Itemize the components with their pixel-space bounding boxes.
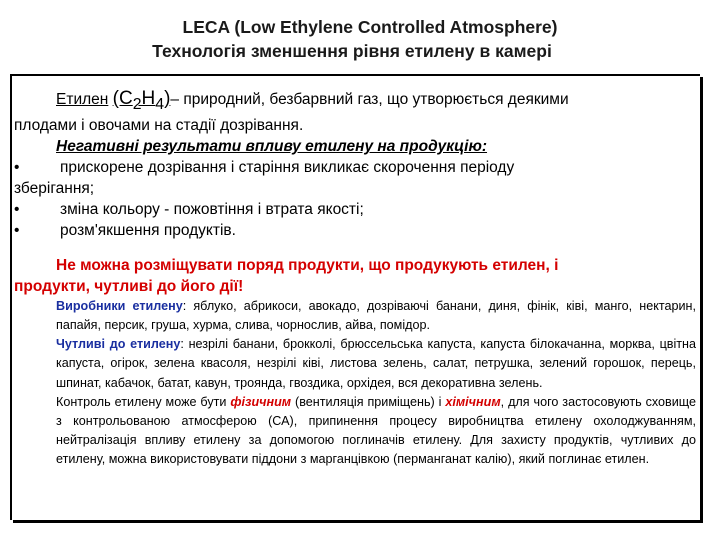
negative-item-2-text: зміна кольору - пожовтіння і втрата якості; <box>60 200 364 218</box>
content-box <box>10 74 700 520</box>
intro-line-2: плодами і овочами на стадії дозрівання. <box>14 116 304 134</box>
control-text-3: , для чого застосовують сховище з контрольованою атмосферою (СА), припинення процесу виробництва етилену охолоджуванням, нейтралізація впливу етилену за допомогою поглиначів етилену. Для захисту продуктів, чутливих до етилену, можна використовувати піддони з марганцівкою (перманганат калію), який поглинає етилен. <box>56 394 696 467</box>
sensitive-label: Чутливі до етилену <box>56 337 181 352</box>
warning-line-2: продукти, чутливі до його дії! <box>14 277 244 295</box>
bullet-2: • <box>14 200 20 218</box>
control-chemical: хімічним <box>445 394 501 409</box>
producers-paragraph <box>14 297 696 335</box>
negative-item-3 <box>14 220 700 241</box>
control-text-1: Контроль етилену може бути <box>56 394 231 409</box>
title-line-1: LECA (Low Ethylene Controlled Atmosphere) <box>182 17 558 37</box>
negatives-heading: Негативні результати впливу етилену на продукцію: <box>56 137 488 155</box>
control-paragraph <box>14 393 696 470</box>
negative-item-2 <box>14 199 700 220</box>
intro-line-1 <box>14 88 700 115</box>
sensitive-paragraph <box>14 335 696 393</box>
formula-sub-1: 2 <box>132 95 142 113</box>
warning-line-1: Не можна розміщувати поряд продукти, що продукують етилен, і <box>56 256 559 274</box>
sensitive-text: : незрілі банани, брокколі, брюссельська капуста, капуста білокачанна, морква, цвітна капуста, огірок, зелена квасоля, незрілі ківі, листова зелень, салат, петрушка, зелений горошок, перець, шпинат, кабачок, батат, кавун, троянда, гвоздика, орхідея, вся декоративна зелень. <box>56 337 696 390</box>
warning-text <box>14 255 700 297</box>
title-line-2: Технологія зменшення рівня етилену в камері <box>152 41 552 61</box>
producers-label: Виробники етилену <box>56 298 183 313</box>
intro-text-1: – природний, безбарвний газ, що утворюється деякими <box>170 91 569 108</box>
formula-sub-2: 4 <box>155 95 165 113</box>
formula-h: Н <box>141 88 156 109</box>
bullet-3: • <box>14 221 20 239</box>
intro-block <box>14 88 700 241</box>
negative-item-1-line-2: зберігання; <box>14 179 95 197</box>
producers-text: : яблуко, абрикоси, авокадо, дозріваючі банани, диня, фінік, ківі, манго, нектарин, папайя, персик, груша, хурма, слива, чорнослив, айва, помідор. <box>56 298 697 332</box>
formula-close: ) <box>164 88 171 109</box>
ethylene-formula <box>112 88 171 113</box>
details-block <box>14 297 700 470</box>
negative-item-1-line-1: прискорене дозрівання і старіння викликає скорочення періоду <box>60 158 515 176</box>
negative-item-1 <box>14 157 700 178</box>
intro-term: Етилен <box>56 91 109 108</box>
control-physical: фізичним <box>230 394 292 409</box>
negative-item-3-text: розм'якшення продуктів. <box>60 221 236 239</box>
formula-open: (С <box>112 88 133 109</box>
control-text-2: (вентиляція приміщень) і <box>291 394 446 409</box>
bullet-1: • <box>14 158 20 176</box>
